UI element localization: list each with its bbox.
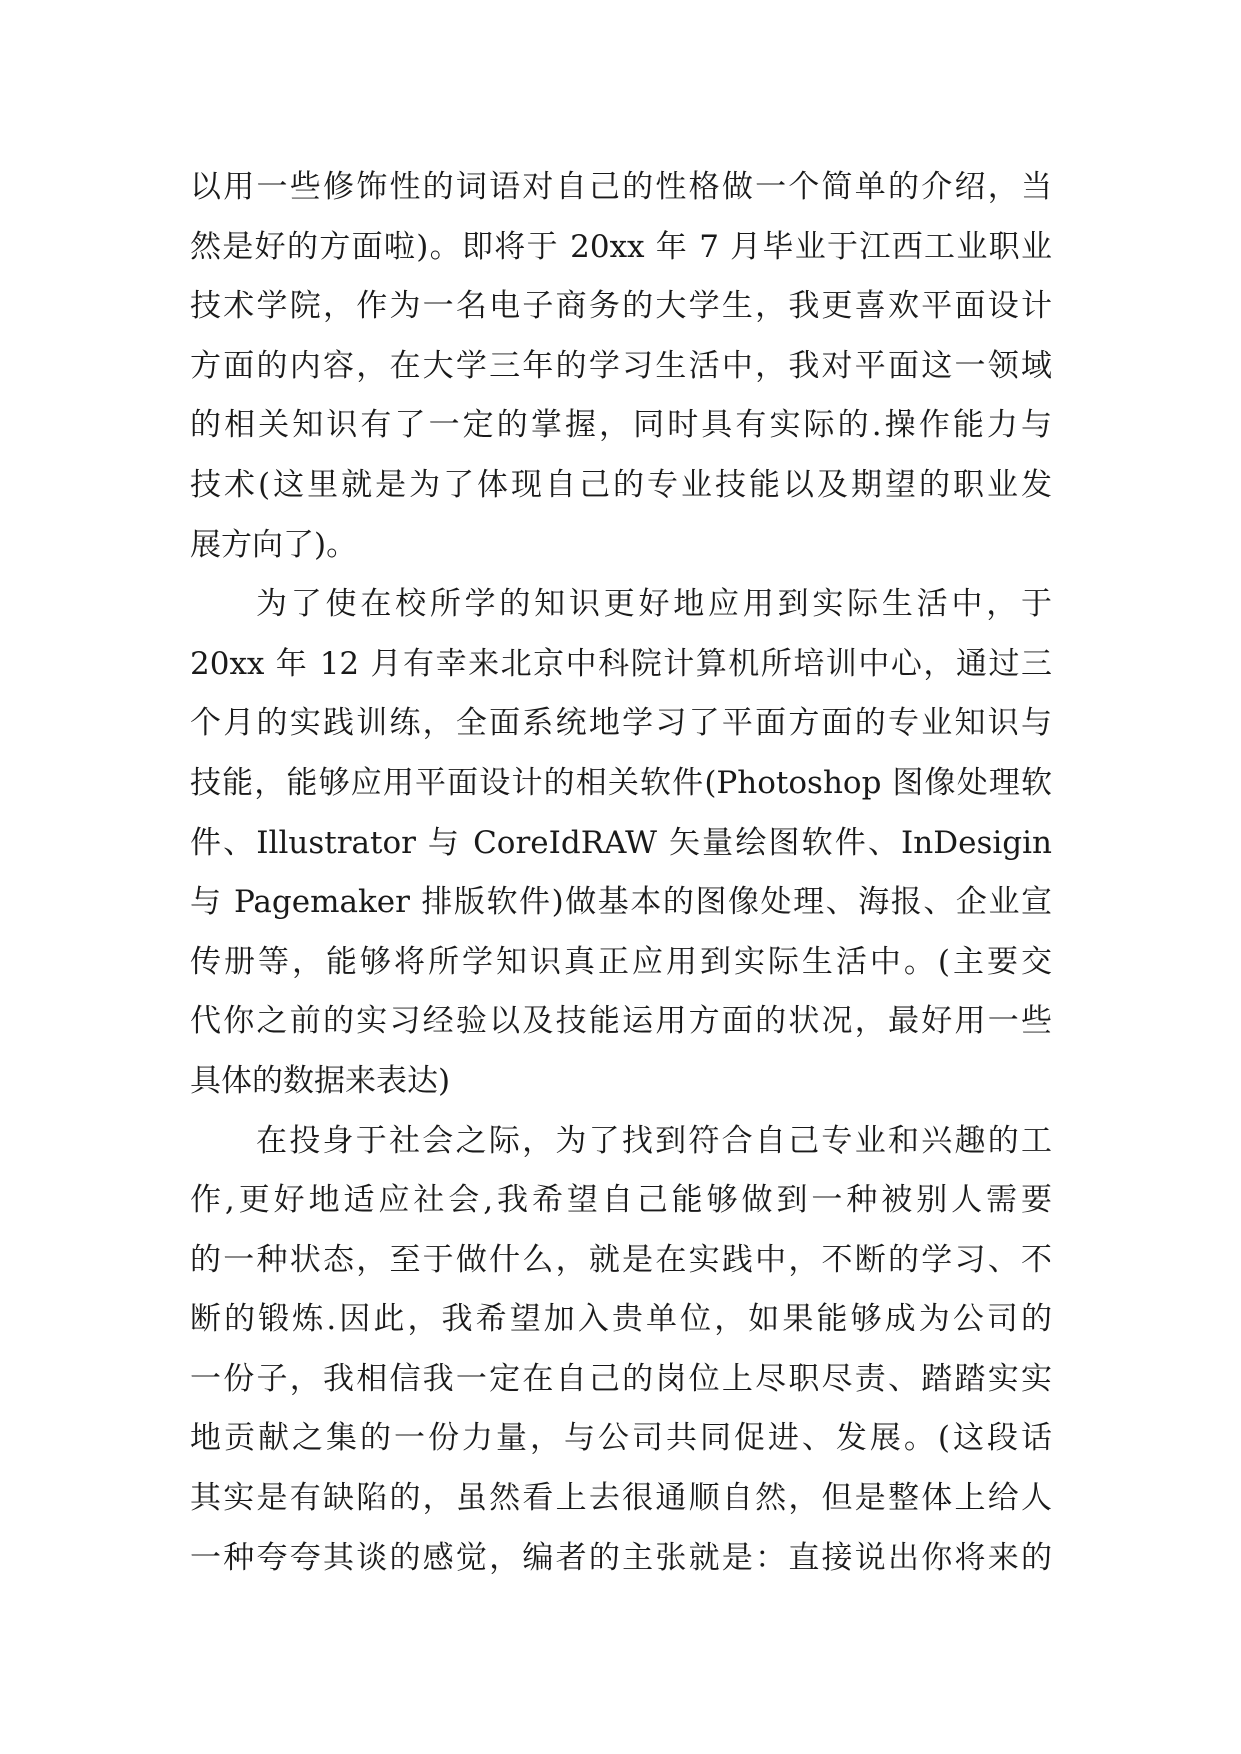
- text-line: 其实是有缺陷的，虽然看上去很通顺自然，但是整体上给人: [190, 1480, 1052, 1517]
- text-line: 技术学院，作为一名电子商务的大学生，我更喜欢平面设计: [190, 288, 1052, 325]
- text-line: 件、Illustrator 与 CoreIdRAW 矢量绘图软件、InDesigin: [190, 824, 1052, 861]
- text-line: 的相关知识有了一定的掌握，同时具有实际的.操作能力与: [190, 407, 1052, 444]
- text-line: 一种夸夸其谈的感觉，编者的主张就是：直接说出你将来的: [190, 1539, 1052, 1576]
- paragraph-first-line: 为了使在校所学的知识更好地应用到实际生活中，于: [256, 586, 1052, 623]
- text-line: 一份子，我相信我一定在自己的岗位上尽职尽责、踏踏实实: [190, 1360, 1052, 1397]
- text-line: 以用一些修饰性的词语对自己的性格做一个简单的介绍，当: [190, 169, 1052, 205]
- text-line: 具体的数据来表达): [190, 1062, 451, 1099]
- text-line: 技能，能够应用平面设计的相关软件(Photoshop 图像处理软: [190, 764, 1052, 801]
- text-line: 代你之前的实习经验以及技能运用方面的状况，最好用一些: [190, 1003, 1052, 1040]
- text-line: 地贡献之集的一份力量，与公司共同促进、发展。(这段话: [190, 1420, 1052, 1457]
- text-line: 断的锻炼.因此，我希望加入贵单位，如果能够成为公司的: [190, 1301, 1052, 1338]
- body-text: [190, 158, 1052, 1588]
- text-line: 与 Pagemaker 排版软件)做基本的图像处理、海报、企业宣: [190, 884, 1052, 921]
- text-line: 展方向了)。: [190, 526, 358, 563]
- text-line: 然是好的方面啦)。即将于 20xx 年 7 月毕业于江西工业职业: [190, 228, 1052, 265]
- text-line: 技术(这里就是为了体现自己的专业技能以及期望的职业发: [190, 466, 1052, 503]
- text-line: 作,更好地适应社会,我希望自己能够做到一种被别人需要: [190, 1182, 1052, 1219]
- text-line: 20xx 年 12 月有幸来北京中科院计算机所培训中心，通过三: [190, 645, 1052, 682]
- text-line: 的一种状态，至于做什么，就是在实践中，不断的学习、不: [190, 1241, 1052, 1278]
- text-line: 传册等，能够将所学知识真正应用到实际生活中。(主要交: [190, 943, 1052, 980]
- text-line: 个月的实践训练，全面系统地学习了平面方面的专业知识与: [190, 705, 1052, 742]
- paragraph-first-line: 在投身于社会之际，为了找到符合自己专业和兴趣的工: [256, 1122, 1052, 1159]
- text-line: 方面的内容，在大学三年的学习生活中，我对平面这一领域: [190, 347, 1052, 384]
